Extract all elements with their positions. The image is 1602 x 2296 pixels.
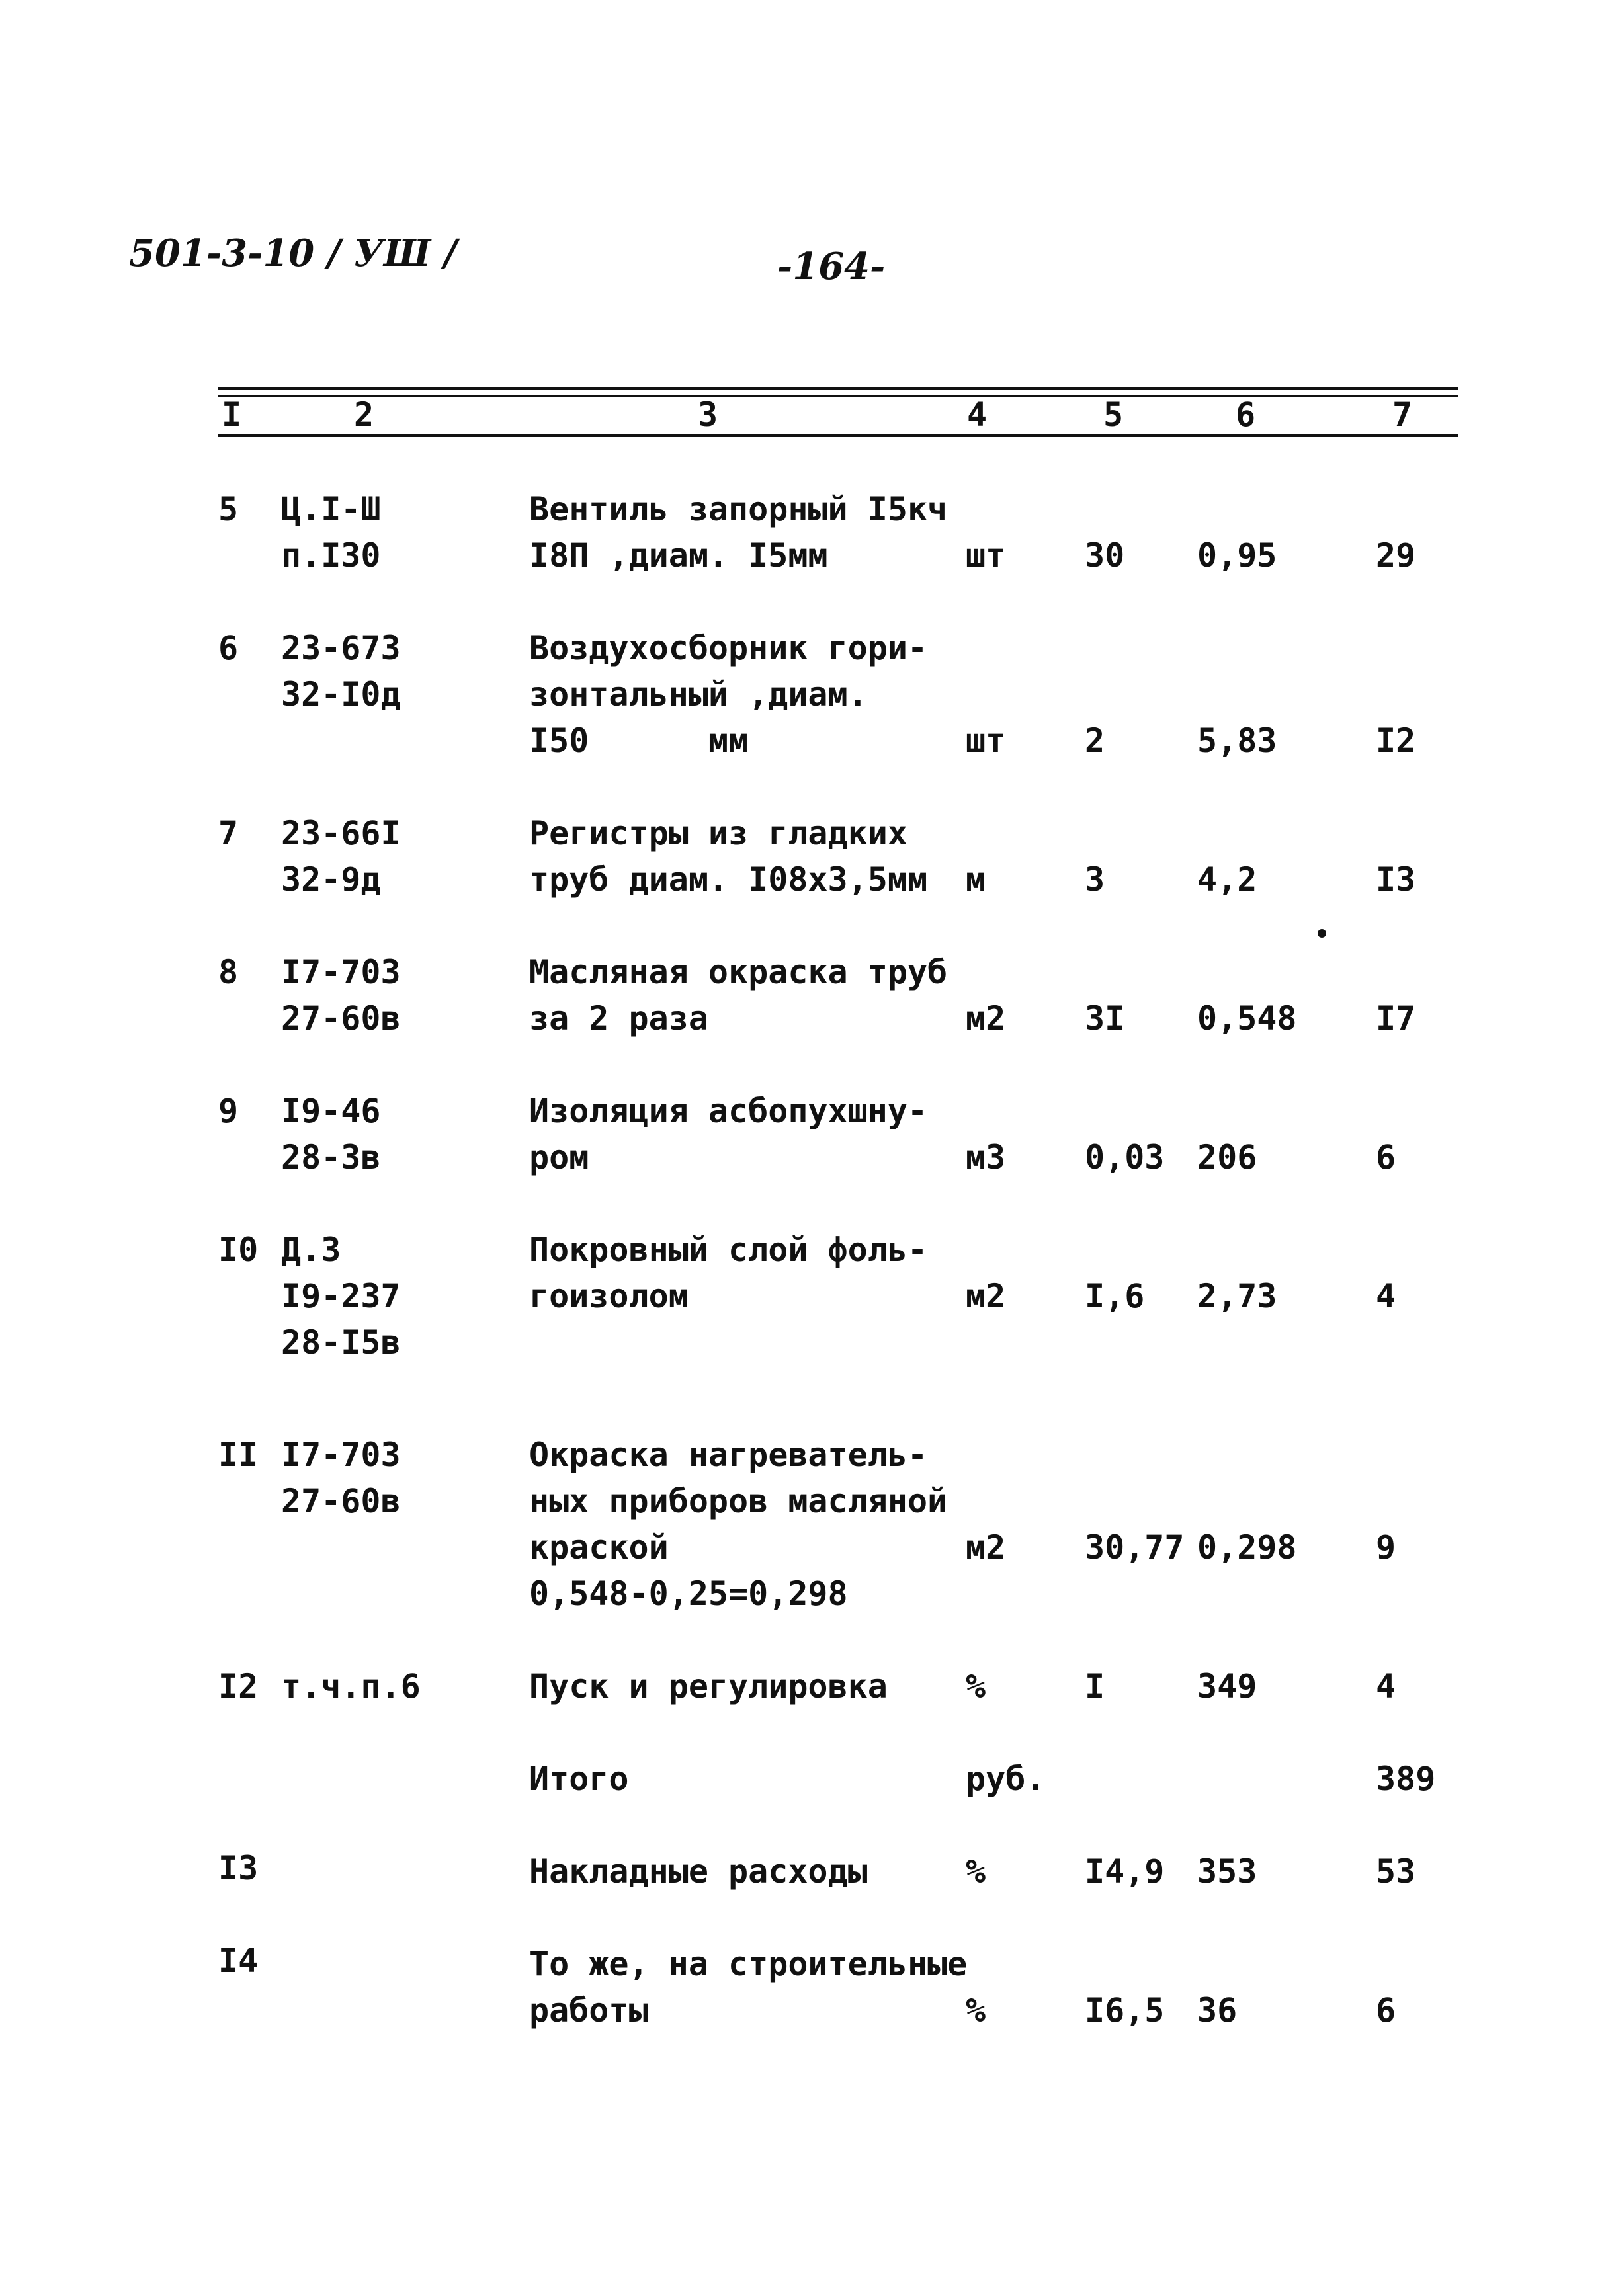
row-unit: м2	[966, 999, 1006, 1038]
row-unit: %	[966, 1852, 986, 1891]
row-description: Масляная окраска труб за 2 раза	[529, 953, 948, 1038]
row-code: 23-673 32-I0д	[281, 629, 401, 714]
row-number: 6	[218, 629, 239, 667]
row-unit-price: 36	[1197, 1991, 1238, 2030]
row-unit: м	[966, 860, 986, 899]
row-code: I7-703 27-60в	[281, 953, 401, 1038]
row-quantity: 3I	[1085, 999, 1125, 1038]
row-description: Изоляция асбопухшну- ром	[529, 1092, 928, 1176]
column-header-4: 4	[967, 395, 988, 434]
row-unit-price: 206	[1197, 1138, 1257, 1176]
table-top-rule	[218, 387, 1458, 390]
row-total: I7	[1376, 999, 1416, 1038]
row-description: Окраска нагреватель- ных приборов масляной краской 0,548-0,25=0,298	[529, 1436, 948, 1613]
row-total: 53	[1376, 1852, 1416, 1891]
row-description: Вентиль запорный I5кч I8П ,диам. I5мм	[529, 490, 948, 575]
row-number: I0	[218, 1231, 259, 1269]
row-total: 4	[1376, 1667, 1396, 1705]
row-quantity: 30,77	[1085, 1528, 1185, 1567]
row-number: II	[218, 1436, 259, 1474]
row-description: Покровный слой фоль- гоизолом	[529, 1231, 928, 1315]
row-total: 4	[1376, 1277, 1396, 1315]
row-unit-price: 349	[1197, 1667, 1257, 1705]
row-description: Регистры из гладких труб диам. I08х3,5мм	[529, 814, 928, 899]
ink-dot	[1318, 929, 1326, 938]
row-quantity: I	[1085, 1667, 1105, 1705]
row-quantity: 0,03	[1085, 1138, 1165, 1176]
subtotal-unit: руб.	[966, 1760, 1046, 1798]
row-number: 5	[218, 490, 239, 528]
row-unit-price: 5,83	[1197, 721, 1277, 760]
row-number: 9	[218, 1092, 239, 1130]
row-number: I2	[218, 1667, 259, 1705]
row-quantity: I,6	[1085, 1277, 1145, 1315]
row-unit: %	[966, 1991, 986, 2030]
column-header-6: 6	[1236, 395, 1256, 434]
row-description: Накладные расходы	[529, 1852, 868, 1891]
header-underline	[218, 434, 1458, 437]
row-unit-price: 353	[1197, 1852, 1257, 1891]
row-code: 23-66I 32-9д	[281, 814, 401, 899]
column-header-2: 2	[354, 395, 374, 434]
row-unit-price: 0,298	[1197, 1528, 1297, 1567]
row-unit: м3	[966, 1138, 1006, 1176]
row-unit-price: 4,2	[1197, 860, 1257, 899]
row-number: 7	[218, 814, 239, 852]
row-total: 6	[1376, 1991, 1396, 2030]
page-number: -164-	[777, 245, 886, 288]
row-code: т.ч.п.6	[281, 1667, 421, 1705]
row-unit-price: 2,73	[1197, 1277, 1277, 1315]
row-number: I4	[218, 1942, 259, 1980]
row-unit: шт	[966, 536, 1006, 575]
subtotal-value: 389	[1376, 1760, 1436, 1798]
row-quantity: 2	[1085, 721, 1105, 760]
row-unit: м2	[966, 1277, 1006, 1315]
row-quantity: I4,9	[1085, 1852, 1165, 1891]
row-total: I2	[1376, 721, 1416, 760]
document-code: 501-3-10 / УШ /	[129, 231, 458, 275]
row-total: 9	[1376, 1528, 1396, 1567]
row-unit-price: 0,548	[1197, 999, 1297, 1038]
row-description: Пуск и регулировка	[529, 1667, 888, 1705]
row-number: I3	[218, 1849, 259, 1887]
row-code: Д.3 I9-237 28-I5в	[281, 1231, 401, 1362]
row-unit-price: 0,95	[1197, 536, 1277, 575]
column-header-5: 5	[1103, 395, 1124, 434]
row-number: 8	[218, 953, 239, 991]
table-top-rule-2	[218, 395, 1458, 397]
row-description: То же, на строительные работы	[529, 1945, 968, 2030]
row-code: I7-703 27-60в	[281, 1436, 401, 1520]
row-quantity: 3	[1085, 860, 1105, 899]
column-header-1: I	[222, 395, 242, 434]
row-code: I9-46 28-3в	[281, 1092, 381, 1176]
row-unit: шт	[966, 721, 1006, 760]
row-total: 29	[1376, 536, 1416, 575]
row-quantity: 30	[1085, 536, 1125, 575]
column-header-7: 7	[1392, 395, 1413, 434]
row-quantity: I6,5	[1085, 1991, 1165, 2030]
row-unit: м2	[966, 1528, 1006, 1567]
row-code: Ц.I-Ш п.I30	[281, 490, 381, 575]
subtotal-label: Итого	[529, 1760, 629, 1798]
row-description: Воздухосборник гори- зонтальный ,диам. I50 мм	[529, 629, 928, 760]
row-total: 6	[1376, 1138, 1396, 1176]
row-total: I3	[1376, 860, 1416, 899]
column-header-3: 3	[698, 395, 718, 434]
row-unit: %	[966, 1667, 986, 1705]
